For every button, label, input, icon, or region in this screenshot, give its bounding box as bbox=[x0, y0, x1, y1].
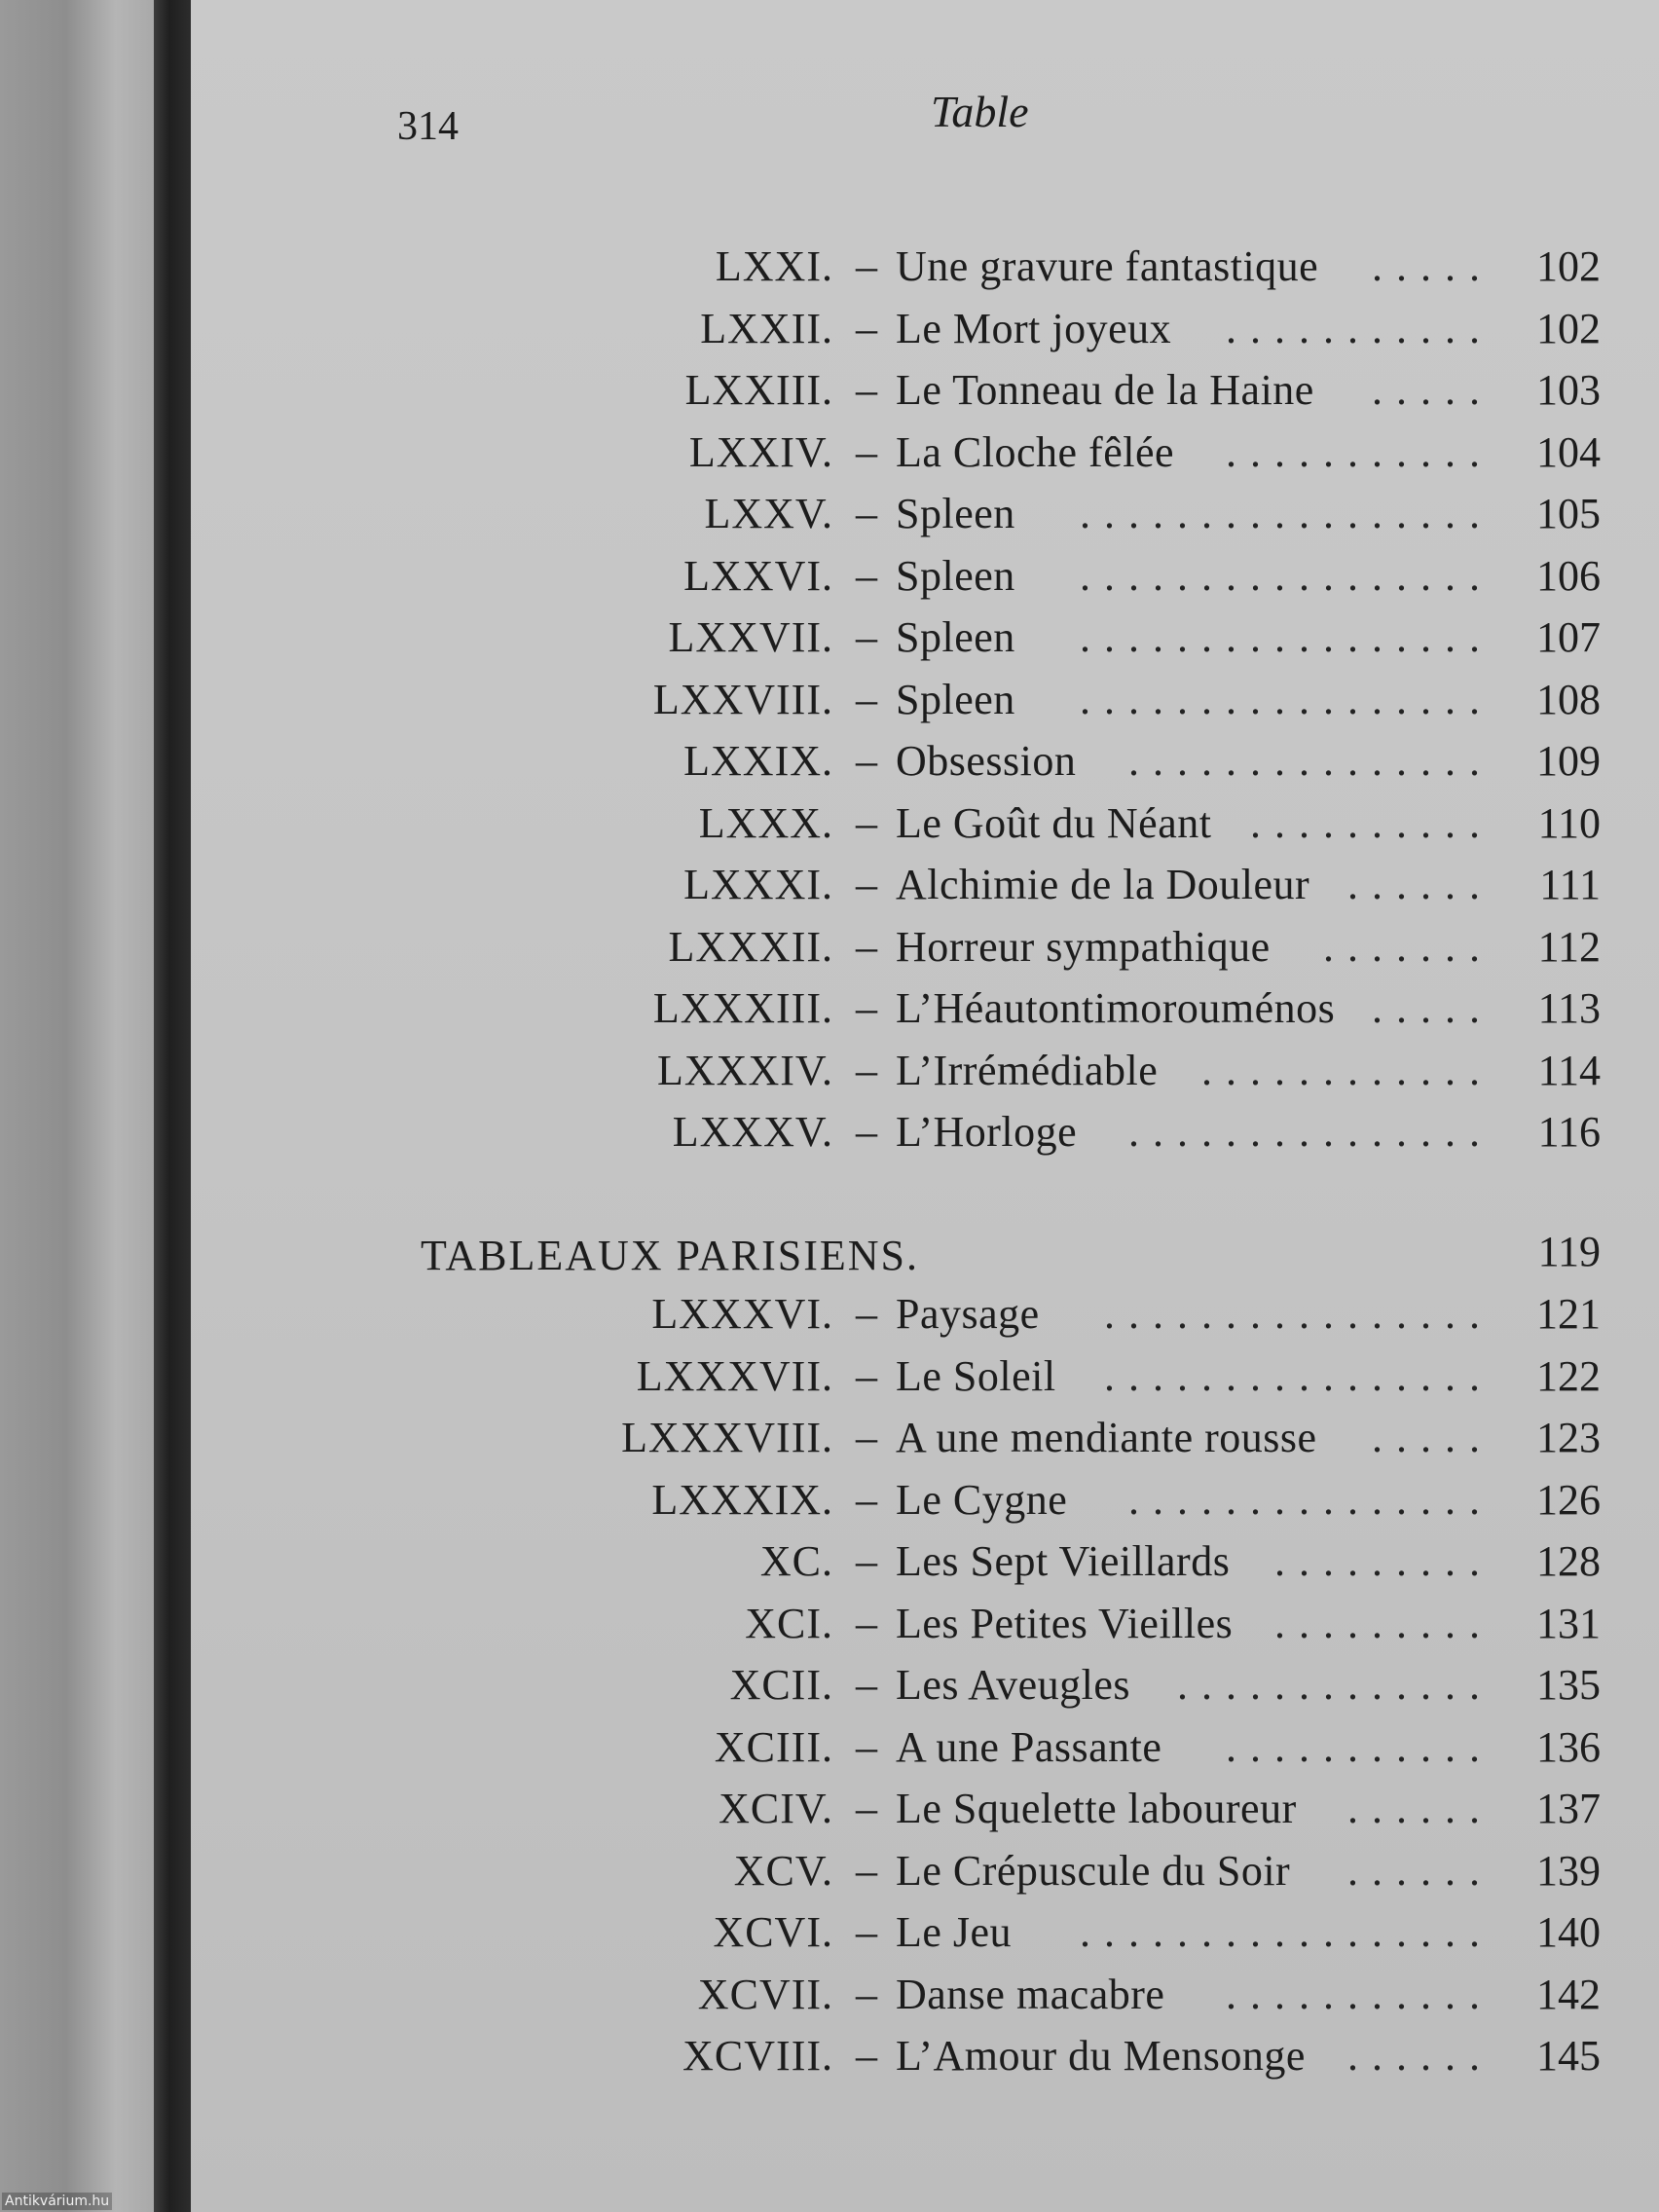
running-title: Table bbox=[931, 87, 1029, 136]
toc-entry bbox=[191, 1530, 1659, 1593]
toc-entry-dash: – bbox=[856, 1537, 877, 1585]
toc-entry-dash: – bbox=[856, 1970, 877, 2018]
toc-entry-dash: – bbox=[856, 1108, 877, 1156]
dot-leaders: .......... bbox=[1250, 798, 1493, 847]
toc-entry-numeral: LXXXIX. bbox=[651, 1475, 833, 1524]
toc-entry-title: Spleen bbox=[896, 551, 1015, 600]
toc-entry-page-number: 108 bbox=[1536, 675, 1601, 723]
toc-entry bbox=[191, 236, 1659, 298]
dot-leaders: ................ bbox=[1104, 1290, 1493, 1338]
dot-leaders: ................. bbox=[1080, 551, 1493, 600]
toc-entry-page-number: 137 bbox=[1536, 1785, 1601, 1832]
toc-entry-page-number: 126 bbox=[1536, 1475, 1601, 1524]
toc-entry-dash: – bbox=[856, 1290, 877, 1338]
book-spine-edge bbox=[154, 0, 193, 2212]
toc-entry-numeral: XC. bbox=[759, 1537, 833, 1585]
dot-leaders: ........... bbox=[1226, 1970, 1493, 2018]
toc-entry-title: Le Tonneau de la Haine bbox=[896, 366, 1314, 414]
toc-entry-page-number: 142 bbox=[1536, 1970, 1601, 2018]
toc-entry-dash: – bbox=[856, 304, 877, 352]
toc-entry bbox=[191, 1716, 1659, 1779]
toc-entry-page-number: 113 bbox=[1537, 984, 1601, 1032]
toc-entry-page-number: 145 bbox=[1536, 2032, 1601, 2080]
toc-entry bbox=[191, 977, 1659, 1040]
toc-entry-title: Spleen bbox=[896, 490, 1015, 537]
section-page-row bbox=[191, 1221, 1659, 1283]
dot-leaders: ............ bbox=[1201, 1046, 1493, 1094]
toc-entry bbox=[191, 1346, 1659, 1408]
toc-entry bbox=[191, 483, 1659, 545]
dot-leaders: ................. bbox=[1080, 1908, 1493, 1956]
toc-entry-numeral: LXXXII. bbox=[668, 922, 833, 971]
toc-entry-numeral: XCVII. bbox=[697, 1970, 833, 2018]
dot-leaders: ..... bbox=[1372, 984, 1493, 1032]
toc-entry-page-number: 103 bbox=[1536, 366, 1601, 414]
toc-entry bbox=[191, 422, 1659, 484]
toc-entry-dash: – bbox=[856, 1846, 877, 1895]
background-surface bbox=[0, 0, 166, 2212]
dot-leaders: ........... bbox=[1226, 304, 1493, 352]
toc-entry-numeral: LXXXIV. bbox=[657, 1046, 833, 1094]
toc-entry-dash: – bbox=[856, 551, 877, 600]
toc-entry-numeral: XCI. bbox=[745, 1599, 833, 1647]
toc-entry-dash: – bbox=[856, 427, 877, 476]
toc-entry-dash: – bbox=[856, 1785, 877, 1832]
toc-entry-page-number: 106 bbox=[1536, 551, 1601, 600]
toc-entry-page-number: 122 bbox=[1536, 1351, 1601, 1400]
toc-entry-dash: – bbox=[856, 1475, 877, 1524]
book-page bbox=[191, 0, 1659, 2212]
toc-entry-title: Les Sept Vieillards bbox=[896, 1537, 1231, 1585]
dot-leaders: ..... bbox=[1372, 366, 1493, 414]
toc-entry-numeral: LXXVI. bbox=[683, 551, 833, 600]
dot-leaders: ............... bbox=[1128, 737, 1493, 785]
toc-entry-dash: – bbox=[856, 613, 877, 661]
toc-entry-title: Spleen bbox=[896, 613, 1015, 661]
toc-entry-title: Le Goût du Néant bbox=[896, 798, 1212, 847]
toc-entry-numeral: LXXII. bbox=[700, 304, 833, 352]
toc-entry bbox=[191, 359, 1659, 422]
page-number: 314 bbox=[397, 104, 459, 149]
toc-entry-numeral: XCIV. bbox=[719, 1785, 833, 1832]
toc-entry-page-number: 131 bbox=[1536, 1599, 1601, 1647]
toc-entry bbox=[191, 1840, 1659, 1902]
toc-entry-page-number: 102 bbox=[1536, 242, 1601, 290]
toc-entry-numeral: LXXXV. bbox=[672, 1108, 833, 1156]
watermark: Antikvárium.hu bbox=[2, 2193, 112, 2210]
toc-entry-page-number: 140 bbox=[1536, 1908, 1601, 1956]
toc-entry-numeral: XCVIII. bbox=[682, 2032, 833, 2080]
toc-entry bbox=[191, 1469, 1659, 1531]
toc-entry-page-number: 111 bbox=[1539, 861, 1601, 908]
toc-entry bbox=[191, 2025, 1659, 2087]
dot-leaders: ...... bbox=[1347, 2032, 1493, 2080]
toc-entry-dash: – bbox=[856, 798, 877, 847]
dot-leaders: ......... bbox=[1274, 1599, 1493, 1647]
toc-entry bbox=[191, 793, 1659, 855]
dot-leaders: ......... bbox=[1274, 1537, 1493, 1585]
toc-entry-dash: – bbox=[856, 1661, 877, 1709]
toc-entry-numeral: LXXI. bbox=[715, 242, 833, 290]
toc-entry-title: Le Mort joyeux bbox=[896, 304, 1172, 352]
toc-entry-page-number: 136 bbox=[1536, 1722, 1601, 1771]
toc-entry bbox=[191, 1040, 1659, 1102]
toc-entry-dash: – bbox=[856, 242, 877, 290]
dot-leaders: ................ bbox=[1104, 1351, 1493, 1400]
toc-entry-dash: – bbox=[856, 1599, 877, 1647]
toc-entry-title: L’Amour du Mensonge bbox=[896, 2032, 1306, 2080]
toc-entry-dash: – bbox=[856, 1351, 877, 1400]
toc-entry bbox=[191, 1654, 1659, 1716]
dot-leaders: ................. bbox=[1080, 613, 1493, 661]
toc-entry bbox=[191, 298, 1659, 360]
toc-entry-page-number: 139 bbox=[1536, 1846, 1601, 1895]
toc-entry-numeral: LXXXI. bbox=[683, 861, 833, 908]
toc-entry-dash: – bbox=[856, 675, 877, 723]
toc-entry-title: Les Aveugles bbox=[896, 1661, 1131, 1709]
toc-entry-numeral: LXXVII. bbox=[668, 613, 833, 661]
toc-entry-title: Danse macabre bbox=[896, 1970, 1165, 2018]
toc-entry-title: L’Héautontimorouménos bbox=[896, 984, 1336, 1032]
toc-entry-dash: – bbox=[856, 1908, 877, 1956]
toc-entry-title: Le Squelette laboureur bbox=[896, 1785, 1297, 1832]
toc-entry-title: Les Petites Vieilles bbox=[896, 1599, 1234, 1647]
toc-entry-title: Le Cygne bbox=[896, 1475, 1068, 1524]
toc-entry-title: Alchimie de la Douleur bbox=[896, 861, 1310, 908]
dot-leaders: ............. bbox=[1177, 1661, 1493, 1709]
toc-entry-title: Une gravure fantastique bbox=[896, 242, 1319, 290]
table-of-contents bbox=[191, 0, 1659, 2212]
toc-entry-numeral: LXXV. bbox=[704, 490, 833, 537]
toc-entry bbox=[191, 1101, 1659, 1163]
toc-entry bbox=[191, 854, 1659, 916]
dot-leaders: ...... bbox=[1347, 861, 1493, 908]
toc-entry-page-number: 102 bbox=[1536, 304, 1601, 352]
section-title: TABLEAUX PARISIENS. bbox=[421, 1232, 920, 1279]
dot-leaders: ................. bbox=[1080, 675, 1493, 723]
toc-entry bbox=[191, 1407, 1659, 1469]
toc-entry-numeral: XCII. bbox=[729, 1661, 833, 1709]
toc-entry-title: A une mendiante rousse bbox=[896, 1414, 1317, 1461]
toc-entry-numeral: LXXXVIII. bbox=[621, 1414, 833, 1461]
toc-entry-dash: – bbox=[856, 490, 877, 537]
toc-entry-title: Paysage bbox=[896, 1290, 1040, 1338]
toc-entry-numeral: XCV. bbox=[733, 1846, 833, 1895]
toc-entry-dash: – bbox=[856, 984, 877, 1032]
toc-entry-dash: – bbox=[856, 861, 877, 908]
toc-entry bbox=[191, 545, 1659, 608]
toc-entry-dash: – bbox=[856, 1414, 877, 1461]
toc-entry-page-number: 135 bbox=[1536, 1661, 1601, 1709]
toc-entry-page-number: 107 bbox=[1536, 613, 1601, 661]
toc-entry-title: Le Jeu bbox=[896, 1908, 1013, 1956]
dot-leaders: ...... bbox=[1347, 1785, 1493, 1832]
toc-entry-numeral: LXXIX. bbox=[683, 737, 833, 785]
dot-leaders: ........... bbox=[1226, 1722, 1493, 1771]
toc-entry-numeral: LXXIII. bbox=[684, 366, 833, 414]
toc-entry-page-number: 128 bbox=[1536, 1537, 1601, 1585]
dot-leaders: ..... bbox=[1372, 1414, 1493, 1461]
toc-entry-page-number: 123 bbox=[1536, 1414, 1601, 1461]
dot-leaders: ........... bbox=[1226, 427, 1493, 476]
toc-entry-numeral: LXXIV. bbox=[688, 427, 833, 476]
section-page-number: 119 bbox=[1537, 1228, 1601, 1275]
toc-entry-numeral: LXXXVII. bbox=[636, 1351, 833, 1400]
toc-entry bbox=[191, 916, 1659, 978]
toc-entry-title: Horreur sympathique bbox=[896, 922, 1271, 971]
toc-entry-numeral: LXXVIII. bbox=[652, 675, 833, 723]
toc-entry-dash: – bbox=[856, 366, 877, 414]
toc-entry bbox=[191, 607, 1659, 669]
toc-entry bbox=[191, 1283, 1659, 1346]
toc-entry-title: Spleen bbox=[896, 675, 1015, 723]
toc-entry-title: L’Irrémédiable bbox=[896, 1046, 1159, 1094]
toc-entry-dash: – bbox=[856, 2032, 877, 2080]
toc-entry-page-number: 110 bbox=[1537, 798, 1601, 847]
toc-entry-page-number: 116 bbox=[1537, 1108, 1601, 1156]
toc-entry-numeral: LXXXIII. bbox=[652, 984, 833, 1032]
toc-entry-numeral: LXXXVI. bbox=[651, 1290, 833, 1338]
toc-entry-page-number: 114 bbox=[1537, 1046, 1601, 1094]
toc-entry-page-number: 109 bbox=[1536, 737, 1601, 785]
toc-entry-title: Le Crépuscule du Soir bbox=[896, 1846, 1291, 1895]
toc-entry-page-number: 112 bbox=[1537, 922, 1601, 971]
toc-entry-page-number: 104 bbox=[1536, 427, 1601, 476]
toc-entry bbox=[191, 669, 1659, 731]
dot-leaders: ....... bbox=[1323, 922, 1493, 971]
toc-entry bbox=[191, 1901, 1659, 1964]
dot-leaders: ................. bbox=[1080, 490, 1493, 537]
dot-leaders: ............... bbox=[1128, 1475, 1493, 1524]
toc-entry-page-number: 105 bbox=[1536, 490, 1601, 537]
toc-entry-title: Le Soleil bbox=[896, 1351, 1056, 1400]
toc-entry-dash: – bbox=[856, 1046, 877, 1094]
toc-entry-title: L’Horloge bbox=[896, 1108, 1078, 1156]
dot-leaders: ..... bbox=[1372, 242, 1493, 290]
toc-entry-dash: – bbox=[856, 737, 877, 785]
toc-entry-title: A une Passante bbox=[896, 1722, 1162, 1771]
dot-leaders: ............... bbox=[1128, 1108, 1493, 1156]
toc-entry-title: Obsession bbox=[896, 737, 1077, 785]
toc-entry bbox=[191, 1964, 1659, 2026]
toc-entry bbox=[191, 1593, 1659, 1655]
toc-entry-numeral: LXXX. bbox=[698, 798, 833, 847]
toc-entry-dash: – bbox=[856, 922, 877, 971]
dot-leaders: ...... bbox=[1347, 1846, 1493, 1895]
toc-entry-page-number: 121 bbox=[1536, 1290, 1601, 1338]
toc-entry-title: La Cloche fêlée bbox=[896, 427, 1175, 476]
toc-entry-numeral: XCIII. bbox=[714, 1722, 833, 1771]
toc-entry-dash: – bbox=[856, 1722, 877, 1771]
toc-entry bbox=[191, 1778, 1659, 1840]
toc-entry-numeral: XCVI. bbox=[713, 1908, 833, 1956]
toc-entry bbox=[191, 730, 1659, 793]
